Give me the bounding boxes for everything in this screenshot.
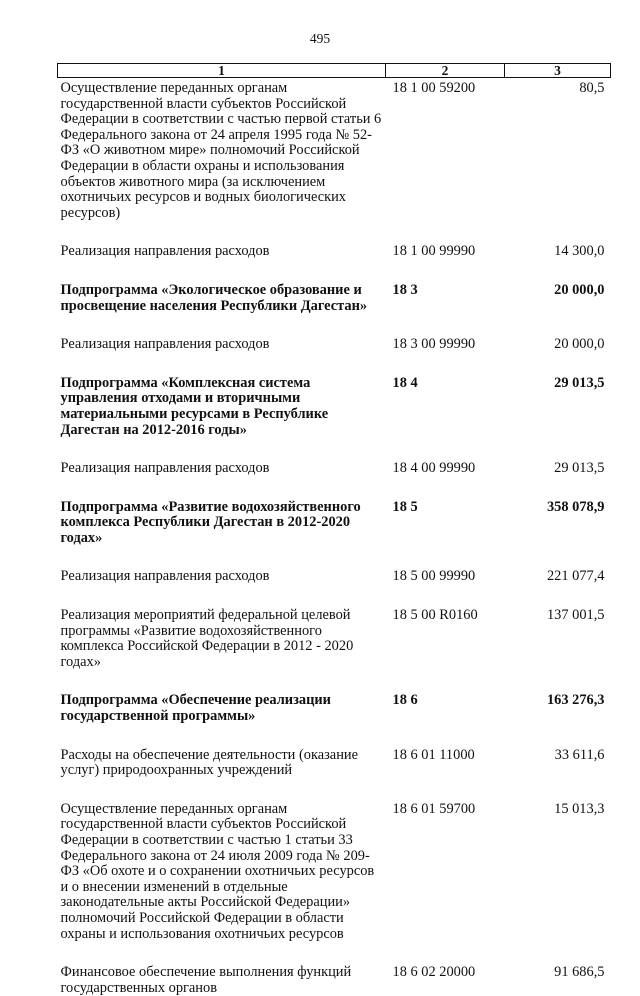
row-code: 18 1 00 59200 (386, 78, 505, 245)
page-number: 495 (0, 31, 640, 47)
row-code: 18 1 00 99990 (386, 244, 505, 283)
table-row (58, 965, 611, 996)
row-amount: 221 077,4 (505, 569, 611, 608)
row-name: Подпрограмма «Комплексная система управления отходами и вторичными материальными ресурсами в Республике Дагестан на 2012-2016 годы» (58, 376, 386, 461)
row-amount: 15 013,3 (505, 802, 611, 965)
column-header-3: 3 (505, 64, 611, 78)
table-row (58, 608, 611, 693)
row-amount: 29 013,5 (505, 376, 611, 461)
row-code: 18 6 02 20000 (386, 965, 505, 996)
budget-table (57, 63, 611, 996)
row-name: Финансовое обеспечение выполнения функций государственных органов (58, 965, 386, 996)
row-code: 18 3 00 99990 (386, 337, 505, 376)
column-header-1: 1 (58, 64, 386, 78)
row-name: Подпрограмма «Развитие водохозяйственного комплекса Республики Дагестан в 2012-2020 годах» (58, 500, 386, 570)
row-code: 18 6 01 11000 (386, 748, 505, 802)
row-code: 18 4 (386, 376, 505, 461)
table-row (58, 337, 611, 376)
row-code: 18 5 00 99990 (386, 569, 505, 608)
row-code: 18 6 01 59700 (386, 802, 505, 965)
row-amount: 29 013,5 (505, 461, 611, 500)
row-amount: 137 001,5 (505, 608, 611, 693)
row-name: Расходы на обеспечение деятельности (оказание услуг) природоохранных учреждений (58, 748, 386, 802)
row-amount: 20 000,0 (505, 337, 611, 376)
row-name: Реализация направления расходов (58, 244, 386, 283)
table-row (58, 748, 611, 802)
table-row (58, 461, 611, 500)
subprogram-row (58, 693, 611, 747)
row-name: Реализация направления расходов (58, 337, 386, 376)
row-code: 18 5 (386, 500, 505, 570)
row-code: 18 5 00 R0160 (386, 608, 505, 693)
row-amount: 20 000,0 (505, 283, 611, 337)
table-row (58, 244, 611, 283)
table-row (58, 569, 611, 608)
row-code: 18 6 (386, 693, 505, 747)
row-name: Реализация направления расходов (58, 569, 386, 608)
row-amount: 33 611,6 (505, 748, 611, 802)
row-code: 18 3 (386, 283, 505, 337)
header-row (58, 64, 611, 78)
subprogram-row (58, 376, 611, 461)
table-body (58, 78, 611, 996)
row-amount: 358 078,9 (505, 500, 611, 570)
row-name: Подпрограмма «Экологическое образование и просвещение населения Республики Дагестан» (58, 283, 386, 337)
table-row (58, 802, 611, 965)
row-name: Реализация мероприятий федеральной целевой программы «Развитие водохозяйственного комплекса Российской Федерации в 2012 - 2020 годах» (58, 608, 386, 693)
table-row (58, 78, 611, 245)
row-name: Подпрограмма «Обеспечение реализации государственной программы» (58, 693, 386, 747)
table-header (58, 64, 611, 78)
row-name: Реализация направления расходов (58, 461, 386, 500)
row-name: Осуществление переданных органам государственной власти субъектов Российской Федерации в соответствии с частью 1 статьи 33 Федерального закона от 24 июля 2009 года № 209-ФЗ «Об охоте и о сохранении охотничьих ресурсов и о внесении изменений в отдельные законодательные акты Российской Федерации» полномочий Российской Федерации в области охраны и использования охотничьих ресурсов (58, 802, 386, 965)
subprogram-row (58, 500, 611, 570)
row-amount: 91 686,5 (505, 965, 611, 996)
row-amount: 163 276,3 (505, 693, 611, 747)
column-header-2: 2 (386, 64, 505, 78)
row-name: Осуществление переданных органам государственной власти субъектов Российской Федерации в соответствии с частью первой статьи 6 Федерального закона от 24 апреля 1995 года № 52-ФЗ «О животном мире» полномочий Российской Федерации в области охраны и использования объектов животного мира (за исключением охотничьих ресурсов и водных биологических ресурсов) (58, 78, 386, 245)
row-code: 18 4 00 99990 (386, 461, 505, 500)
row-amount: 80,5 (505, 78, 611, 245)
row-amount: 14 300,0 (505, 244, 611, 283)
subprogram-row (58, 283, 611, 337)
